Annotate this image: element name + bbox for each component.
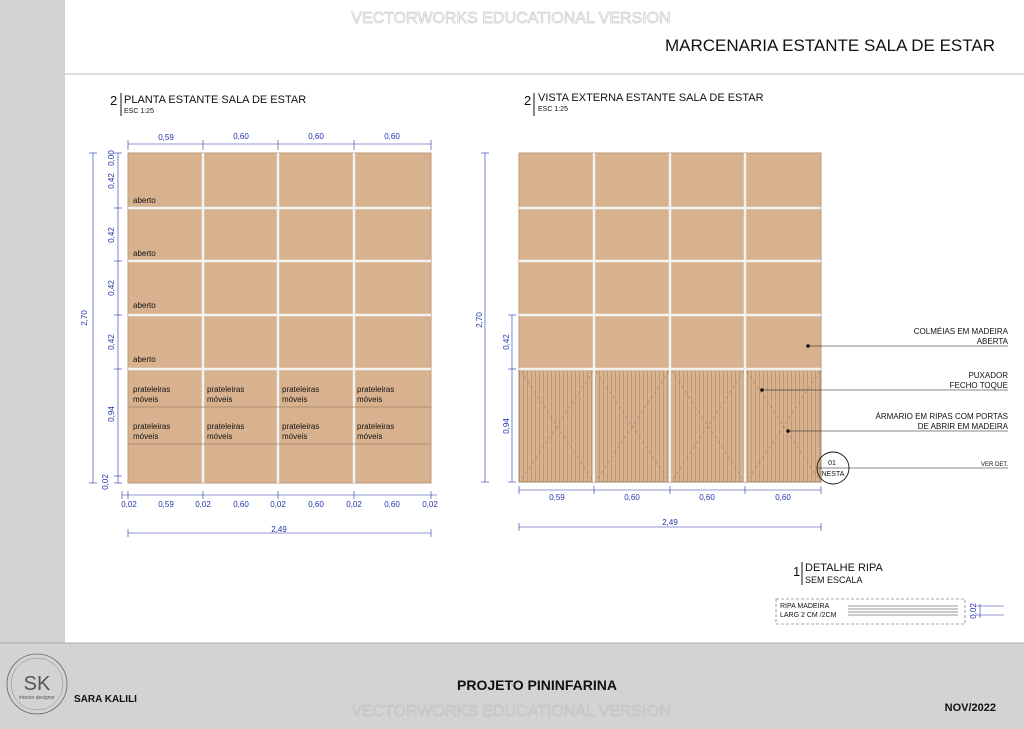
project-name: PROJETO PININFARINA: [457, 677, 617, 693]
shelf-label: móveis: [133, 432, 159, 441]
note-handle: FECHO TOQUE: [949, 381, 1008, 390]
dimension-label: 0,60: [699, 493, 715, 502]
shelf-label: prateleiras: [282, 422, 320, 431]
dimension-label: 0,94: [502, 418, 511, 434]
shelf-label: prateleiras: [133, 385, 171, 394]
detail-ref-sheet: NESTA: [821, 471, 845, 478]
detail-label: LARG 2 CM /2CM: [780, 612, 837, 619]
elevation-number: 2: [524, 93, 532, 108]
shelf-label: prateleiras: [357, 422, 395, 431]
dimension-label: 0,59: [158, 500, 174, 509]
drawing-date: NOV/2022: [944, 702, 996, 714]
dimension-label: 2,70: [80, 310, 89, 326]
dimension-label: 0,60: [775, 493, 791, 502]
leader-dot: [806, 344, 810, 348]
dimension-label: 0,60: [308, 132, 324, 141]
note-cabinet: ÁRMARIO EM RIPAS COM PORTAS: [875, 412, 1008, 421]
dimension-label: 0,02: [346, 500, 362, 509]
note-honeycomb: ABERTA: [976, 337, 1008, 346]
dimension-label: 0,00: [107, 150, 116, 166]
shelf-label: móveis: [133, 395, 159, 404]
title-block: [0, 643, 1024, 720]
shelf-label: móveis: [357, 432, 383, 441]
shelf-label: móveis: [282, 432, 308, 441]
plan-title: PLANTA ESTANTE SALA DE ESTAR: [124, 94, 307, 106]
plan-view: [80, 93, 438, 537]
detail-ref-number: 01: [828, 460, 836, 467]
note-handle: PUXADOR: [968, 371, 1008, 380]
dimension-label: 0,42: [502, 334, 511, 350]
dimension-label: 0,42: [107, 227, 116, 243]
dimension-label: 2,49: [662, 518, 678, 527]
dimension-label: 0,60: [308, 500, 324, 509]
logo-initials: SK: [23, 673, 51, 695]
elevation-scale: ESC 1:25: [538, 106, 568, 113]
dimension-label: 2,49: [271, 525, 287, 534]
dimension-label: 2,70: [475, 312, 484, 328]
watermark-bottom: VECTORWORKS EDUCATIONAL VERSION: [351, 703, 671, 720]
open-label: aberto: [133, 196, 156, 205]
detail-number: 1: [793, 564, 801, 579]
shelf-label: móveis: [207, 395, 233, 404]
note-cabinet: DE ABRIR EM MADEIRA: [917, 422, 1008, 431]
dimension-label: 0,59: [549, 493, 565, 502]
sheet-title: MARCENARIA ESTANTE SALA DE ESTAR: [664, 36, 995, 55]
logo-subtitle: interior designer: [19, 695, 55, 701]
dimension-label: 0,42: [107, 334, 116, 350]
detail-scale: SEM ESCALA: [805, 575, 863, 585]
designer-logo: [7, 654, 67, 714]
shelf-label: móveis: [207, 432, 233, 441]
detail-title: DETALHE RIPA: [805, 562, 883, 574]
shelf-label: móveis: [357, 395, 383, 404]
shelf-label: prateleiras: [207, 422, 245, 431]
dimension-label: 0,02: [101, 474, 110, 490]
dimension-label: 0,02: [270, 500, 286, 509]
detail-ref-label: VER DET.: [980, 462, 1008, 468]
designer-name: SARA KALILI: [74, 694, 137, 705]
note-honeycomb: COLMÉIAS EM MADEIRA: [913, 327, 1008, 336]
dimension-label: 0,60: [384, 500, 400, 509]
open-label: aberto: [133, 355, 156, 364]
leader-dot: [760, 388, 764, 392]
dimension-label: 0,42: [107, 280, 116, 296]
shelf-label: móveis: [282, 395, 308, 404]
dimension-label: 0,02: [969, 603, 978, 619]
dimension-label: 0,94: [107, 406, 116, 422]
dimension-label: 0,60: [233, 132, 249, 141]
detail-label: RIPA MADEIRA: [780, 603, 830, 610]
shelf-label: prateleiras: [282, 385, 320, 394]
leader-dot: [786, 429, 790, 433]
open-label: aberto: [133, 249, 156, 258]
plan-body: [128, 153, 431, 483]
dimension-label: 0,02: [121, 500, 137, 509]
dimension-label: 0,60: [384, 132, 400, 141]
dimension-label: 0,02: [195, 500, 211, 509]
dimension-label: 0,02: [422, 500, 438, 509]
watermark-top: VECTORWORKS EDUCATIONAL VERSION: [351, 10, 671, 27]
dimension-label: 0,42: [107, 173, 116, 189]
open-label: aberto: [133, 301, 156, 310]
shelf-label: prateleiras: [207, 385, 245, 394]
dimension-label: 0,60: [624, 493, 640, 502]
dimension-label: 0,60: [233, 500, 249, 509]
shelf-label: prateleiras: [357, 385, 395, 394]
shelf-label: prateleiras: [133, 422, 171, 431]
elevation-title: VISTA EXTERNA ESTANTE SALA DE ESTAR: [538, 92, 764, 104]
dimension-label: 0,59: [158, 133, 174, 142]
plan-scale: ESC 1:25: [124, 108, 154, 115]
plan-number: 2: [110, 93, 118, 108]
